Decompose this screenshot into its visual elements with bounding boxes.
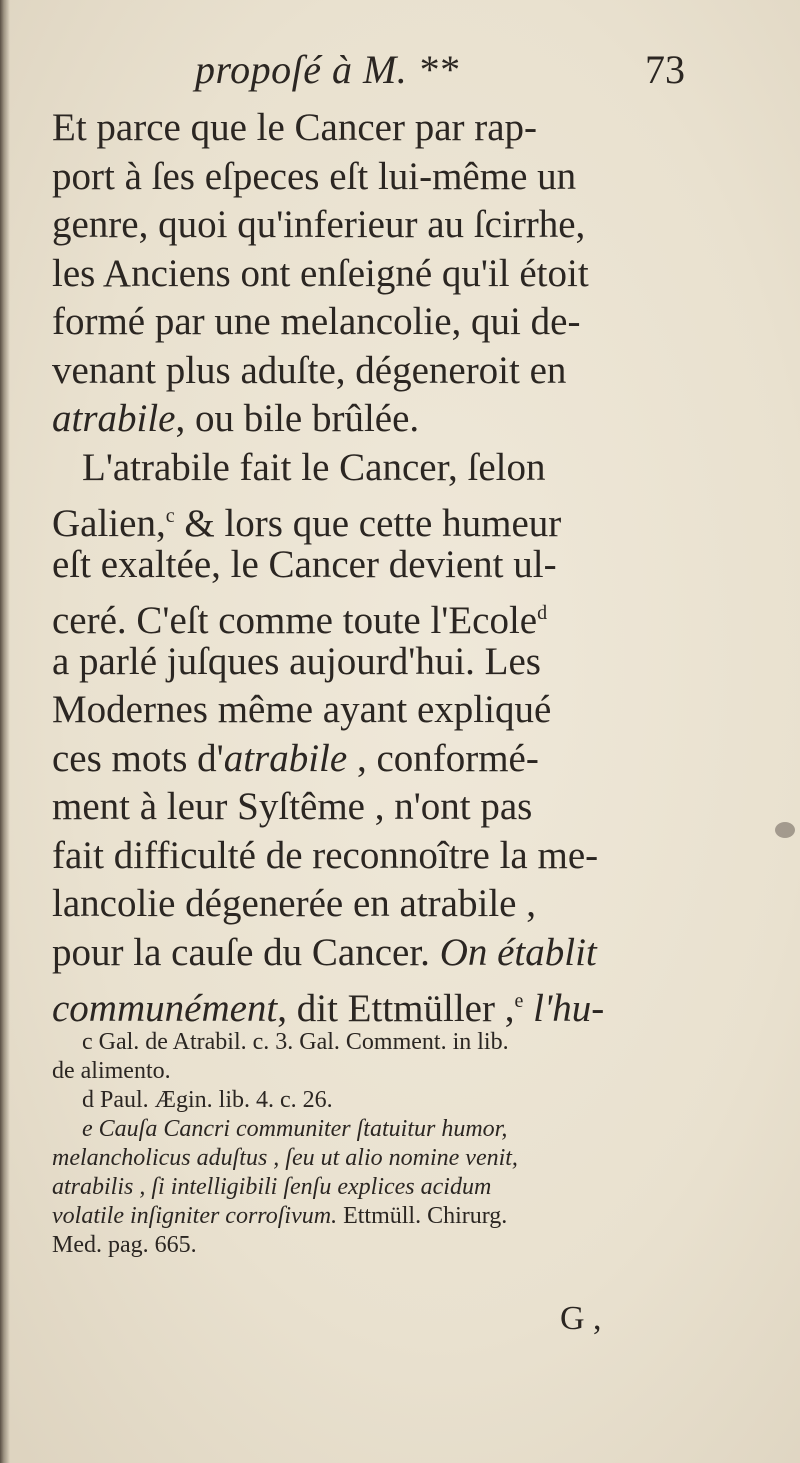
text-run: , ou bile brûlée. — [175, 397, 420, 440]
text-line — [52, 735, 692, 784]
italic-term: l'hu- — [523, 987, 605, 1030]
italic-term: On établit — [439, 930, 597, 974]
italic-term: atrabile — [52, 397, 176, 440]
text-line: venant plus aduſte, dégeneroit en — [52, 348, 567, 392]
text-run: ces mots d' — [52, 736, 224, 780]
text-line: les Anciens ont enſeigné qu'il étoit — [52, 251, 589, 295]
text-line: L'atrabile fait le Cancer, ſelon — [82, 445, 546, 489]
text-run: Ettmüll. Chirurg. — [337, 1203, 508, 1229]
text-line: genre, quoi qu'inferieur au ſcirrhe, — [52, 203, 586, 246]
italic-term: atrabile — [223, 736, 348, 780]
footnote-d: d Paul. Ægin. lib. 4. c. 26. — [82, 1087, 333, 1113]
running-head — [195, 46, 685, 96]
footnote-e-continued — [52, 1202, 692, 1231]
text-line: eſt exaltée, le Cancer devient ul- — [52, 542, 557, 586]
italic-term: volatile inſigniter corroſivum. — [52, 1203, 338, 1229]
text-line — [52, 977, 692, 1030]
footnote-marker: c — [165, 505, 175, 527]
page-number: 73 — [645, 47, 685, 92]
text-line — [52, 492, 692, 545]
text-run: ceré. C'eſt comme toute l'Ecole — [52, 599, 538, 642]
body-text — [52, 104, 692, 1030]
text-line: fait difficulté de reconnoître la me- — [52, 833, 599, 877]
page-spine-shadow — [0, 0, 10, 1463]
text-line — [52, 929, 692, 978]
text-run: & lors que cette humeur — [174, 502, 562, 545]
footnote-e-continued: Med. pag. 665. — [52, 1232, 197, 1258]
text-run: , conformé- — [347, 736, 539, 780]
footnote-e: e Cauſa Cancri communiter ſtatuitur humor, — [82, 1116, 508, 1142]
text-line: lancolie dégenerée en atrabile , — [52, 882, 536, 925]
text-run: Galien, — [52, 502, 166, 545]
footnote-e-continued: atrabilis , ſi intelligibili ſenſu explices acidum — [52, 1174, 492, 1200]
footnote-c-continued: de alimento. — [52, 1058, 171, 1084]
footnote-e-continued: melancholicus aduſtus , ſeu ut alio nomine venit, — [52, 1145, 518, 1171]
running-head-title: propoſé à M. ** — [195, 47, 459, 92]
text-run: , dit Ettmüller , — [277, 987, 515, 1030]
text-line — [52, 589, 692, 642]
footnote-marker: d — [537, 602, 548, 624]
text-line: formé par une melancolie, qui de- — [52, 300, 581, 343]
text-line: port à ſes eſpeces eſt lui-même un — [52, 154, 577, 198]
text-line: Et parce que le Cancer par rap- — [52, 106, 538, 149]
footnotes — [52, 1028, 692, 1260]
text-line: ment à leur Syſtême , n'ont pas — [52, 785, 533, 828]
text-run: pour la cauſe du Cancer. — [52, 930, 440, 974]
text-line: Modernes même ayant expliqué — [52, 688, 552, 731]
footnote-c: c Gal. de Atrabil. c. 3. Gal. Comment. in lib. — [82, 1029, 509, 1055]
text-line: a parlé juſques aujourd'hui. Les — [52, 639, 541, 683]
italic-term: communément — [52, 987, 278, 1030]
signature-mark: G , — [560, 1300, 602, 1337]
ink-smudge — [775, 822, 795, 838]
text-line — [52, 395, 692, 444]
footnote-marker: e — [514, 990, 524, 1012]
